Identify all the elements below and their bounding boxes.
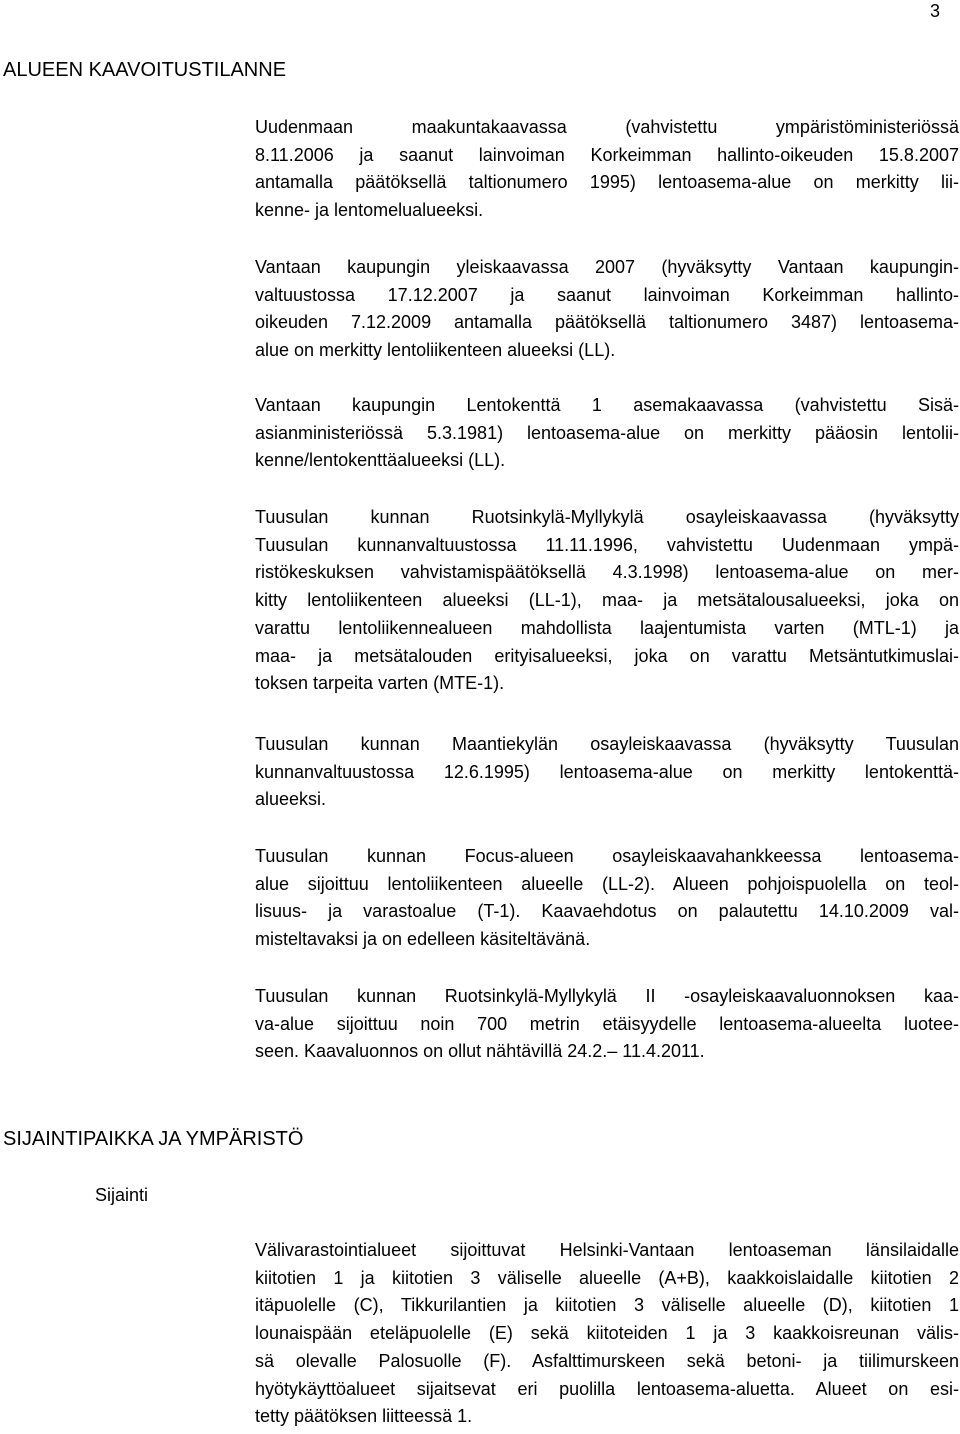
text-line: Tuusulan kunnan Ruotsinkylä-Myllykylä osayleiskaavassa (hyväksytty: [255, 507, 959, 527]
text-line: antamalla päätöksellä taltionumero 1995) lentoasema-alue on merkitty lii-: [255, 172, 959, 193]
text-line: va-alue sijoittuu noin 700 metrin etäisyydelle lentoasema-alueelta luotee-: [255, 1013, 959, 1034]
text-line: Vantaan kaupungin yleiskaavassa 2007 (hyväksytty Vantaan kaupungin-: [255, 257, 959, 277]
paragraph-focus-osayleiskaava: [255, 843, 959, 954]
section-heading-kaavoitustilanne: ALUEEN KAAVOITUSTILANNE: [3, 59, 287, 81]
text-line: seen. Kaavaluonnos on ollut nähtävillä 24.2.– 11.4.2011.: [255, 1041, 705, 1062]
text-line: lounaispään eteläpuolelle (E) sekä kiitoteiden 1 ja 3 kaakkoisreunan välis-: [255, 1323, 959, 1344]
text-line: Välivarastointialueet sijoittuvat Helsinki-Vantaan lentoaseman länsilaidalle: [255, 1240, 959, 1260]
text-line: alue sijoittuu lentoliikenteen alueelle (LL-2). Alueen pohjoispuolella on teol-: [255, 873, 959, 894]
text-line: kenne- ja lentomelualueeksi.: [255, 200, 484, 221]
paragraph-sijainti: [255, 1237, 959, 1431]
text-line: valtuustossa 17.12.2007 ja saanut lainvoiman Korkeimman hallinto-: [255, 284, 959, 305]
paragraph-vantaa-yleiskaava: [255, 254, 959, 365]
text-line: kenne/lentokenttäalueeksi (LL).: [255, 450, 506, 471]
text-line: Vantaan kaupungin Lentokenttä 1 asemakaavassa (vahvistettu Sisä-: [255, 395, 959, 415]
text-line: toksen tarpeita varten (MTE-1).: [255, 673, 505, 694]
text-line: ristökeskuksen vahvistamispäätöksellä 4.3.1998) lentoasema-alue on mer-: [255, 562, 959, 583]
section-heading-sijaintipaikka: SIJAINTIPAIKKA JA YMPÄRISTÖ: [3, 1128, 304, 1150]
page-number: 3: [929, 1, 940, 21]
text-line: kiitotien 1 ja kiitotien 3 väliselle alueelle (A+B), kaakkoislaidalle kiitotien 2: [255, 1267, 959, 1288]
paragraph-maakuntakaava: [255, 114, 959, 225]
subheading-sijainti: Sijainti: [95, 1185, 149, 1205]
text-line: Tuusulan kunnan Focus-alueen osayleiskaavahankkeessa lentoasema-: [255, 846, 959, 866]
text-line: alueeksi.: [255, 789, 327, 810]
text-line: 8.11.2006 ja saanut lainvoiman Korkeimman hallinto-oikeuden 15.8.2007: [255, 144, 959, 165]
paragraph-maantiekyla-osayleiskaava: [255, 731, 959, 814]
text-line: Tuusulan kunnan Maantiekylän osayleiskaavassa (hyväksytty Tuusulan: [255, 734, 959, 754]
text-line: kunnanvaltuustossa 12.6.1995) lentoasema-alue on merkitty lentokenttä-: [255, 761, 959, 782]
text-line: Uudenmaan maakuntakaavassa (vahvistettu ympäristöministeriössä: [255, 117, 959, 137]
paragraph-ruotsinkyla-osayleiskaava: [255, 504, 959, 698]
text-line: itäpuolelle (C), Tikkurilantien ja kiitotien 3 väliselle alueelle (D), kiitotien 1: [255, 1295, 959, 1316]
text-line: misteltavaksi ja on edelleen käsiteltävänä.: [255, 929, 591, 950]
text-line: maa- ja metsätalouden erityisalueeksi, joka on varattu Metsäntutkimuslai-: [255, 645, 959, 666]
paragraph-lentokentta-asemakaava: [255, 392, 959, 475]
paragraph-ruotsinkyla-ii-luonnos: [255, 983, 959, 1066]
text-line: Tuusulan kunnan Ruotsinkylä-Myllykylä II -osayleiskaavaluonnoksen kaa-: [255, 986, 959, 1006]
text-line: kitty lentoliikenteen alueeksi (LL-1), maa- ja metsätalousalueeksi, joka on: [255, 590, 959, 611]
text-line: alue on merkitty lentoliikenteen alueeksi (LL).: [255, 340, 616, 361]
text-line: lisuus- ja varastoalue (T-1). Kaavaehdotus on palautettu 14.10.2009 val-: [255, 901, 959, 922]
text-line: varattu lentoliikennealueen mahdollista laajentumista varten (MTL-1) ja: [255, 617, 959, 638]
text-line: asianministeriössä 5.3.1981) lentoasema-alue on merkitty pääosin lentolii-: [255, 422, 959, 443]
text-line: oikeuden 7.12.2009 antamalla päätöksellä taltionumero 3487) lentoasema-: [255, 312, 959, 333]
text-line: hyötykäyttöalueet sijaitsevat eri puolilla lentoasema-aluetta. Alueet on esi-: [255, 1378, 959, 1399]
text-line: Tuusulan kunnanvaltuustossa 11.11.1996, vahvistettu Uudenmaan ympä-: [255, 534, 959, 555]
text-line: sä olevalle Palosuolle (F). Asfalttimurskeen sekä betoni- ja tiilimurskeen: [255, 1350, 959, 1371]
text-line: tetty päätöksen liitteessä 1.: [255, 1406, 473, 1427]
